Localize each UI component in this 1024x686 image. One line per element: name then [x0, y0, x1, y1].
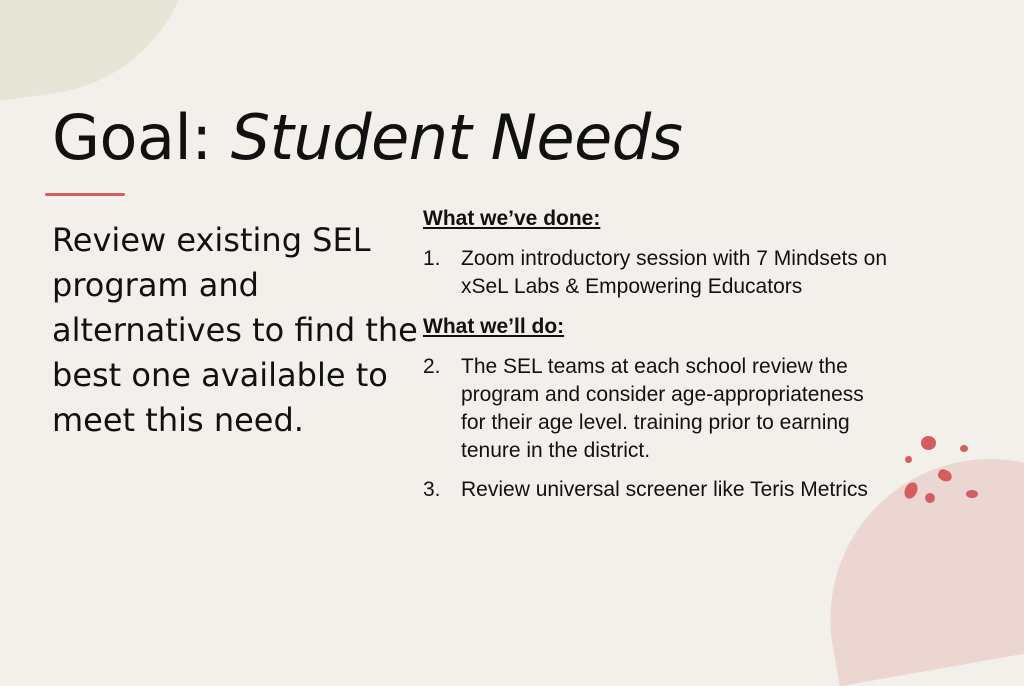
- decorative-dot: [960, 445, 968, 452]
- list-item-number: 3.: [423, 478, 441, 501]
- title-emphasis: Student Needs: [230, 101, 683, 174]
- done-heading: What we’ve done:: [423, 207, 601, 230]
- right-column: [423, 205, 893, 504]
- list-item-number: 1.: [423, 247, 441, 270]
- todo-list: [423, 353, 893, 504]
- decorative-dot: [925, 493, 935, 503]
- list-item-number: 2.: [423, 355, 441, 378]
- lead-text: Review existing SEL program and alternatives to find the best one available to meet this need.: [52, 221, 418, 439]
- decorative-dot: [905, 456, 912, 463]
- page-title: [52, 100, 682, 176]
- todo-heading: What we’ll do:: [423, 315, 565, 338]
- list-item: [423, 353, 893, 465]
- title-prefix: Goal:: [52, 101, 231, 174]
- list-item: [423, 476, 893, 504]
- decorative-blob-top-left: [0, 0, 213, 107]
- done-list: [423, 245, 893, 301]
- title-underline-accent: [45, 193, 125, 196]
- list-item: [423, 245, 893, 301]
- decorative-dot: [921, 436, 936, 450]
- list-item-text: Zoom introductory session with 7 Mindsets on xSeL Labs & Empowering Educators: [461, 247, 888, 298]
- decorative-dot: [966, 490, 978, 498]
- list-item-text: Review universal screener like Teris Metrics: [461, 478, 868, 501]
- list-item-text: The SEL teams at each school review the program and consider age-appropriateness for their age level. training prior to earning tenure in the district.: [461, 355, 864, 462]
